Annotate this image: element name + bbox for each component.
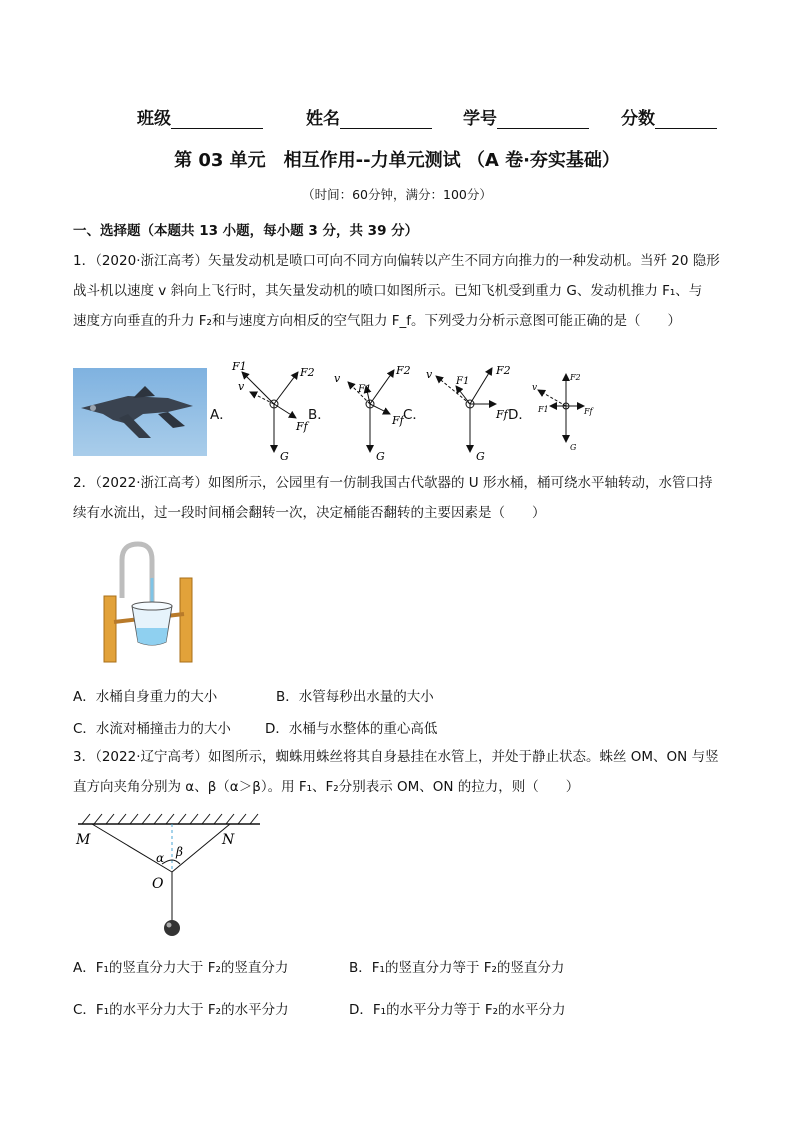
svg-text:F1: F1 xyxy=(358,384,372,395)
diagram-d xyxy=(532,373,595,452)
svg-text:G: G xyxy=(376,450,385,463)
u-bucket-illustration xyxy=(100,538,200,664)
name-field[interactable]: 姓名 xyxy=(306,104,432,129)
q1-option-b-label[interactable]: B． xyxy=(308,407,331,423)
svg-text:Ff: Ff xyxy=(584,407,593,416)
score-blank[interactable] xyxy=(655,110,717,129)
svg-text:G: G xyxy=(570,443,577,452)
q1-option-d-label[interactable]: D． xyxy=(508,407,532,423)
student-id-blank[interactable] xyxy=(497,110,589,129)
class-blank[interactable] xyxy=(171,110,263,129)
page-subtitle: （时间：60分钟，满分：100分） xyxy=(302,187,492,202)
spider-suspension-diagram xyxy=(70,810,270,940)
svg-text:F2: F2 xyxy=(496,364,511,377)
q2-option-c[interactable]: C．水流对桶撞击力的大小 xyxy=(73,721,231,737)
page-title: 第 03 单元 相互作用--力单元测试 （A 卷·夯实基础） xyxy=(174,150,620,171)
svg-text:v: v xyxy=(426,368,433,381)
svg-text:F2: F2 xyxy=(300,366,315,379)
label-n: N xyxy=(222,832,235,848)
svg-text:F1: F1 xyxy=(232,360,247,373)
q3-option-b[interactable]: B．F₁的竖直分力等于 F₂的竖直分力 xyxy=(349,960,565,976)
label-alpha: α xyxy=(156,851,165,865)
svg-text:F2: F2 xyxy=(396,364,411,377)
q1-force-diagrams xyxy=(220,360,610,470)
name-blank[interactable] xyxy=(340,110,432,129)
svg-text:F1: F1 xyxy=(538,405,549,414)
svg-text:G: G xyxy=(280,450,289,463)
fighter-jet-photo xyxy=(73,368,207,456)
svg-text:v: v xyxy=(532,383,538,393)
q3-option-a[interactable]: A．F₁的竖直分力大于 F₂的竖直分力 xyxy=(73,960,289,976)
label-beta: β xyxy=(176,845,183,859)
q2-option-a[interactable]: A．水桶自身重力的大小 xyxy=(73,689,218,705)
question-3-text: 3．（2022·辽宁高考）如图所示，蜘蛛用蛛丝将其自身悬挂在水管上，并处于静止状态。蛛丝 OM、ON 与竖 直方向夹角分别为 α、β（α＞β）。用 F₁、F₂分别表示 OM、ON 的拉力，则（ ） xyxy=(73,749,719,795)
svg-text:F2: F2 xyxy=(570,373,581,382)
svg-text:v: v xyxy=(238,380,245,393)
diagram-c xyxy=(426,364,511,463)
svg-text:Ff: Ff xyxy=(496,408,508,421)
svg-text:G: G xyxy=(476,450,485,463)
diagram-a xyxy=(231,360,315,463)
label-o: O xyxy=(152,876,164,892)
diagram-b xyxy=(334,364,411,463)
q1-option-c-label[interactable]: C． xyxy=(403,407,426,423)
svg-text:Ff: Ff xyxy=(392,414,404,427)
q3-option-c[interactable]: C．F₁的水平分力大于 F₂的水平分力 xyxy=(73,1002,289,1018)
student-id-field[interactable]: 学号 xyxy=(463,104,589,129)
svg-text:v: v xyxy=(334,372,341,385)
svg-text:F1: F1 xyxy=(456,376,470,387)
score-field[interactable]: 分数 xyxy=(621,104,717,129)
q2-option-d[interactable]: D．水桶与水整体的重心高低 xyxy=(265,721,438,737)
q3-option-d[interactable]: D．F₁的水平分力等于 F₂的水平分力 xyxy=(349,1002,566,1018)
svg-text:Ff: Ff xyxy=(296,420,308,433)
label-m: M xyxy=(76,832,91,848)
question-2-text: 2．（2022·浙江高考）如图所示，公园里有一仿制我国古代欹器的 U 形水桶，桶可绕水平轴转动，水管口持 续有水流出，过一段时间桶会翻转一次，决定桶能否翻转的主要因素是（ ） xyxy=(73,475,713,521)
class-field[interactable]: 班级 xyxy=(137,104,263,129)
section-heading: 一、选择题（本题共 13 小题，每小题 3 分，共 39 分） xyxy=(73,223,419,239)
q1-option-a-label[interactable]: A． xyxy=(210,407,233,423)
q2-option-b[interactable]: B．水管每秒出水量的大小 xyxy=(276,689,434,705)
question-1-text: 1．（2020·浙江高考）矢量发动机是喷口可向不同方向偏转以产生不同方向推力的一种发动机。当歼 20 隐形 战斗机以速度 v 斜向上飞行时，其矢量发动机的喷口如图所示。已知飞机受到重力 G、发动机推力 F₁、与 速度方向垂直的升力 F₂和与速度方向相反的空气阻力 F_f。下列受力分析示意图可能正确的是（ ） xyxy=(73,253,720,329)
